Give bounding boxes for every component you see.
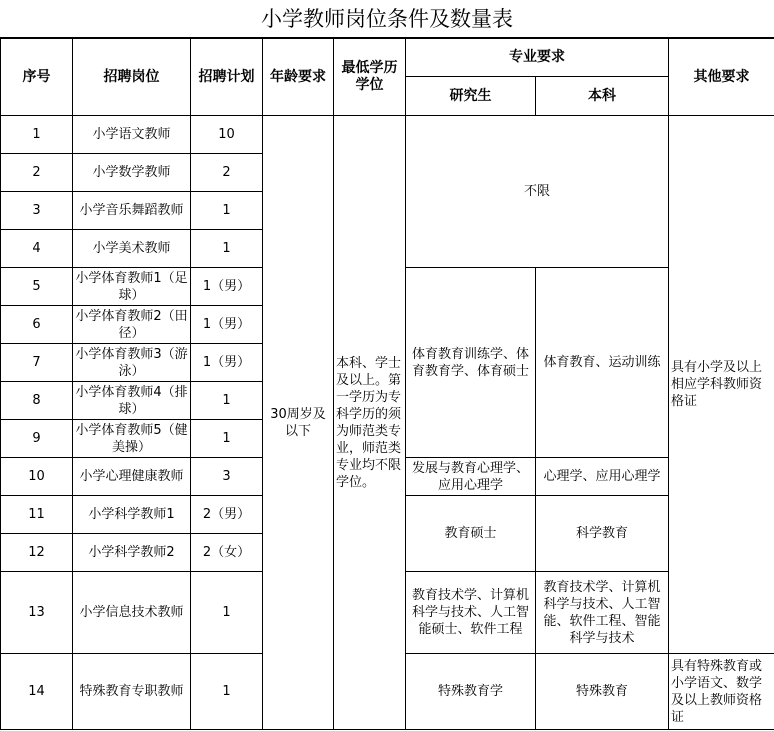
header-position: 招聘岗位: [73, 39, 191, 116]
header-age: 年龄要求: [263, 39, 334, 116]
cell-major-sp-grad: 特殊教育学: [406, 654, 536, 730]
cell-position: 小学心理健康教师: [73, 458, 191, 496]
cell-position: 小学美术教师: [73, 230, 191, 268]
cell-major-sci-undergrad: 科学教育: [536, 496, 669, 572]
cell-major-psy-undergrad: 心理学、应用心理学: [536, 458, 669, 496]
cell-other-general: 具有小学及以上相应学科教师资格证: [669, 116, 774, 654]
cell-seq: 3: [1, 192, 73, 230]
cell-position: 小学体育教师2（田径）: [73, 306, 191, 344]
position-table: [0, 38, 774, 730]
cell-plan: 1: [191, 230, 263, 268]
header-grad: 研究生: [406, 77, 536, 116]
cell-seq: 13: [1, 572, 73, 654]
cell-major-pe-undergrad: 体育教育、运动训练: [536, 268, 669, 458]
cell-plan: 1: [191, 192, 263, 230]
cell-major-it-grad: 教育技术学、计算机科学与技术、人工智能硕士、软件工程: [406, 572, 536, 654]
cell-seq: 1: [1, 116, 73, 154]
cell-seq: 8: [1, 382, 73, 420]
cell-position: 小学音乐舞蹈教师: [73, 192, 191, 230]
cell-seq: 12: [1, 534, 73, 572]
cell-position: 小学科学教师1: [73, 496, 191, 534]
cell-position: 小学体育教师4（排球）: [73, 382, 191, 420]
cell-plan: 1（男）: [191, 344, 263, 382]
cell-position: 小学语文教师: [73, 116, 191, 154]
cell-position: 小学体育教师3（游泳）: [73, 344, 191, 382]
cell-other-special: 具有特殊教育或小学语文、数学及以上教师资格证: [669, 654, 774, 730]
cell-position: 小学体育教师5（健美操）: [73, 420, 191, 458]
header-seq: 序号: [1, 39, 73, 116]
cell-plan: 1: [191, 382, 263, 420]
cell-major-pe-grad: 体育教育训练学、体育教育学、体育硕士: [406, 268, 536, 458]
cell-major-it-undergrad: 教育技术学、计算机科学与技术、人工智能、软件工程、智能科学与技术: [536, 572, 669, 654]
cell-major-sci-grad: 教育硕士: [406, 496, 536, 572]
cell-major-psy-grad: 发展与教育心理学、应用心理学: [406, 458, 536, 496]
cell-position: 小学数学教师: [73, 154, 191, 192]
cell-seq: 10: [1, 458, 73, 496]
header-major: 专业要求: [406, 39, 669, 77]
cell-plan: 2（女）: [191, 534, 263, 572]
cell-plan: 10: [191, 116, 263, 154]
cell-position: 特殊教育专职教师: [73, 654, 191, 730]
cell-seq: 4: [1, 230, 73, 268]
cell-plan: 3: [191, 458, 263, 496]
header-undergrad: 本科: [536, 77, 669, 116]
cell-seq: 5: [1, 268, 73, 306]
table-row: [1, 116, 774, 154]
cell-plan: 1（男）: [191, 268, 263, 306]
cell-seq: 11: [1, 496, 73, 534]
cell-major-unlimited: 不限: [406, 116, 669, 268]
header-plan: 招聘计划: [191, 39, 263, 116]
cell-position: 小学科学教师2: [73, 534, 191, 572]
cell-seq: 7: [1, 344, 73, 382]
cell-position: 小学体育教师1（足球）: [73, 268, 191, 306]
cell-position: 小学信息技术教师: [73, 572, 191, 654]
cell-plan: 1: [191, 572, 263, 654]
cell-seq: 14: [1, 654, 73, 730]
cell-seq: 9: [1, 420, 73, 458]
cell-plan: 1: [191, 420, 263, 458]
header-other: 其他要求: [669, 39, 774, 116]
cell-seq: 2: [1, 154, 73, 192]
cell-plan: 1（男）: [191, 306, 263, 344]
cell-degree: 本科、学士及以上。第一学历为专科学历的须为师范类专业，师范类专业均不限学位。: [334, 116, 406, 730]
cell-plan: 2（男）: [191, 496, 263, 534]
cell-age: 30周岁及以下: [263, 116, 334, 730]
page-title: 小学教师岗位条件及数量表: [0, 0, 774, 38]
header-degree: 最低学历 学位: [334, 39, 406, 116]
cell-plan: 2: [191, 154, 263, 192]
cell-seq: 6: [1, 306, 73, 344]
cell-major-sp-undergrad: 特殊教育: [536, 654, 669, 730]
cell-plan: 1: [191, 654, 263, 730]
